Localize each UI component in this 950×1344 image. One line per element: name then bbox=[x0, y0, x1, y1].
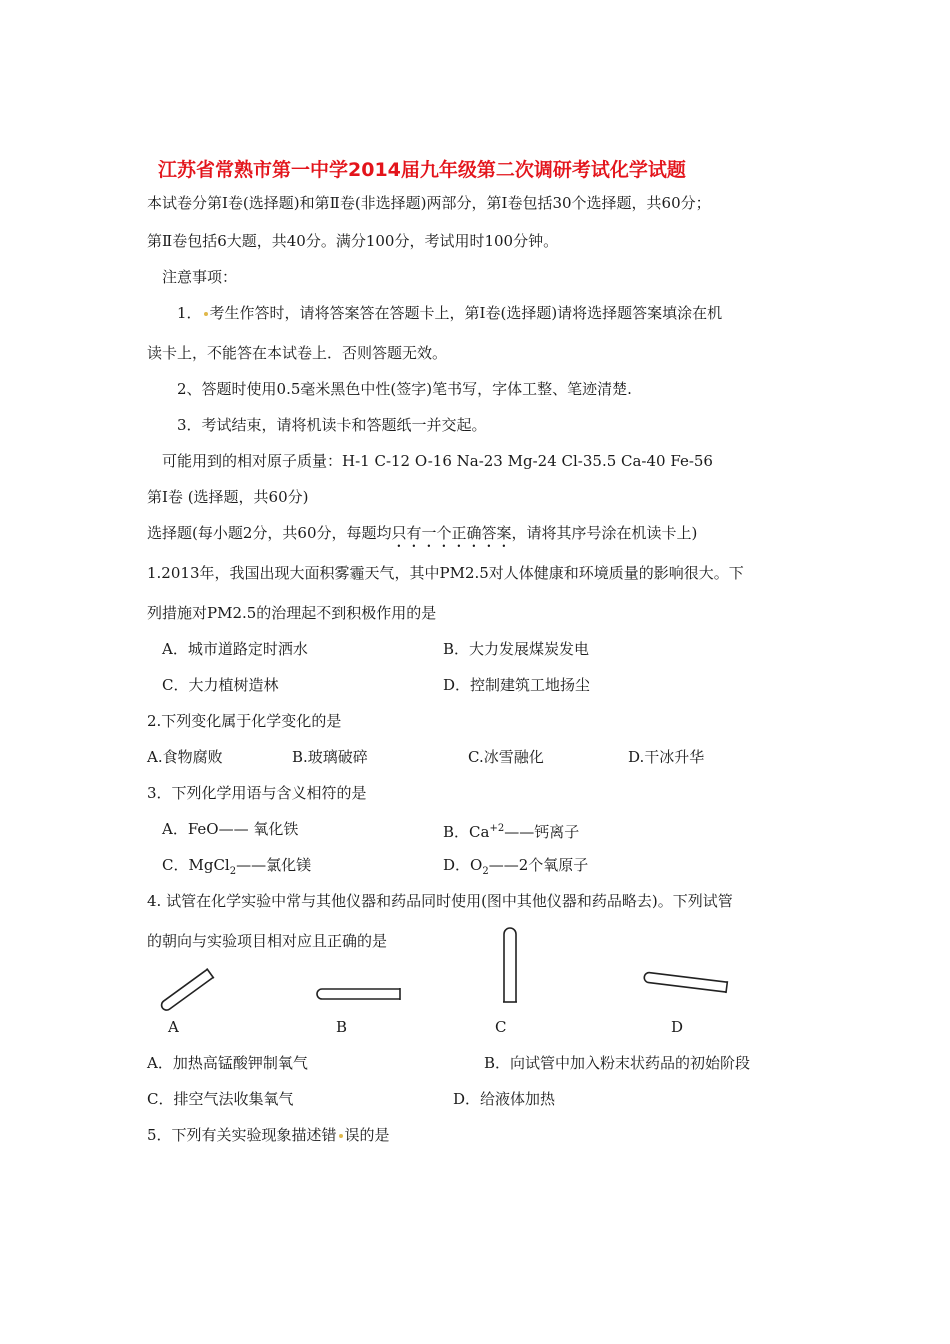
intro-line-1: 本试卷分第Ⅰ卷(选择题)和第Ⅱ卷(非选择题)两部分，第Ⅰ卷包括30个选择题，共60分； bbox=[147, 194, 711, 212]
q3-option-b bbox=[443, 819, 579, 842]
section-emphasis: 只有一个正确答案 bbox=[391, 524, 512, 542]
q3-stem: 3．下列化学用语与含义相符的是 bbox=[147, 784, 367, 802]
dot-mark bbox=[204, 312, 208, 316]
q4-option-b: B．向试管中加入粉末状药品的初始阶段 bbox=[484, 1054, 751, 1072]
fig-label-a: A bbox=[168, 1018, 179, 1036]
q3-b-pre: B．Ca bbox=[443, 823, 490, 841]
test-tube-c-figure bbox=[496, 922, 524, 1006]
q1-stem-line-2: 列措施对PM2.5的治理起不到积极作用的是 bbox=[147, 604, 437, 622]
q4-option-c: C．排空气法收集氧气 bbox=[147, 1090, 294, 1108]
note-1-number: 1． bbox=[177, 304, 202, 322]
note-1-text: 考生作答时，请将答案答在答题卡上，第Ⅰ卷(选择题)请将选择题答案填涂在机 bbox=[209, 304, 723, 322]
q3-c-pre: C．MgCl bbox=[162, 856, 230, 874]
q2-stem: 2.下列变化属于化学变化的是 bbox=[147, 712, 342, 730]
q3-option-d bbox=[443, 855, 588, 882]
test-tube-d-figure bbox=[638, 964, 732, 1000]
q3-option-c bbox=[162, 855, 311, 882]
part1-heading: 第Ⅰ卷 (选择题，共60分) bbox=[147, 488, 309, 506]
note-3: 3．考试结束，请将机读卡和答题纸一并交起。 bbox=[177, 416, 487, 434]
q1-option-b: B．大力发展煤炭发电 bbox=[443, 640, 590, 658]
q1-stem-line-1: 1.2013年，我国出现大面积雾霾天气，其中PM2.5对人体健康和环境质量的影响很大。下 bbox=[147, 564, 744, 582]
q4-option-d: D．给液体加热 bbox=[453, 1090, 556, 1108]
q5-stem-pre: 5．下列有关实验现象描述错 bbox=[147, 1126, 337, 1144]
q1-option-a: A．城市道路定时洒水 bbox=[162, 640, 308, 658]
q2-option-d: D.干冰升华 bbox=[628, 748, 705, 766]
section-post: ，请将其序号涂在机读卡上) bbox=[511, 524, 698, 542]
q4-stem-line-1: 4. 试管在化学实验中常与其他仪器和药品同时使用(图中其他仪器和药品略去)。下列试管 bbox=[147, 892, 733, 910]
q5-stem-post: 误的是 bbox=[344, 1126, 390, 1144]
q1-option-d: D．控制建筑工地扬尘 bbox=[443, 676, 591, 694]
note-1-line-2: 读卡上，不能答在本试卷上．否则答题无效。 bbox=[147, 344, 448, 362]
q3-c-subscript: 2 bbox=[229, 866, 237, 877]
intro-line-2: 第Ⅱ卷包括6大题，共40分。满分100分，考试用时100分钟。 bbox=[147, 232, 559, 250]
fig-label-d: D bbox=[671, 1018, 684, 1036]
q5-stem bbox=[147, 1125, 390, 1145]
q3-d-subscript: 2 bbox=[482, 866, 489, 877]
test-tube-b-figure bbox=[312, 982, 404, 1006]
q2-option-b: B.玻璃破碎 bbox=[292, 748, 368, 766]
q1-option-c: C．大力植树造林 bbox=[162, 676, 279, 694]
atomic-masses: 可能用到的相对原子质量：H-1 C-12 O-16 Na-23 Mg-24 Cl-35.5 Ca-40 Fe-56 bbox=[162, 452, 713, 470]
q3-option-a: A．FeO—— 氧化铁 bbox=[162, 820, 299, 838]
test-tube-a-figure bbox=[150, 962, 222, 1020]
page-title: 江苏省常熟市第一中学2014届九年级第二次调研考试化学试题 bbox=[158, 159, 686, 181]
note-1-line-1 bbox=[177, 303, 722, 323]
q3-d-pre: D．O bbox=[443, 856, 483, 874]
q4-stem-line-2: 的朝向与实验项目相对应且正确的是 bbox=[147, 932, 388, 950]
q3-b-charge: +2 bbox=[489, 823, 505, 834]
fig-label-c: C bbox=[495, 1018, 507, 1036]
q3-d-post: ——2个氧原子 bbox=[488, 856, 589, 874]
fig-label-b: B bbox=[336, 1018, 348, 1036]
q4-option-a: A．加热高锰酸钾制氧气 bbox=[147, 1054, 308, 1072]
notice-heading: 注意事项： bbox=[162, 268, 238, 286]
q2-option-a: A.食物腐败 bbox=[147, 748, 223, 766]
section-pre: 选择题(每小题2分，共60分，每题均 bbox=[147, 524, 392, 542]
section-instruction bbox=[147, 523, 697, 551]
q2-option-c: C.冰雪融化 bbox=[468, 748, 544, 766]
q3-b-post: ——钙离子 bbox=[504, 823, 580, 841]
dot-mark bbox=[339, 1134, 343, 1138]
note-2: 2、答题时使用0.5毫米黑色中性(签字)笔书写，字体工整、笔迹清楚. bbox=[177, 380, 632, 398]
q3-c-post: ——氯化镁 bbox=[236, 856, 312, 874]
